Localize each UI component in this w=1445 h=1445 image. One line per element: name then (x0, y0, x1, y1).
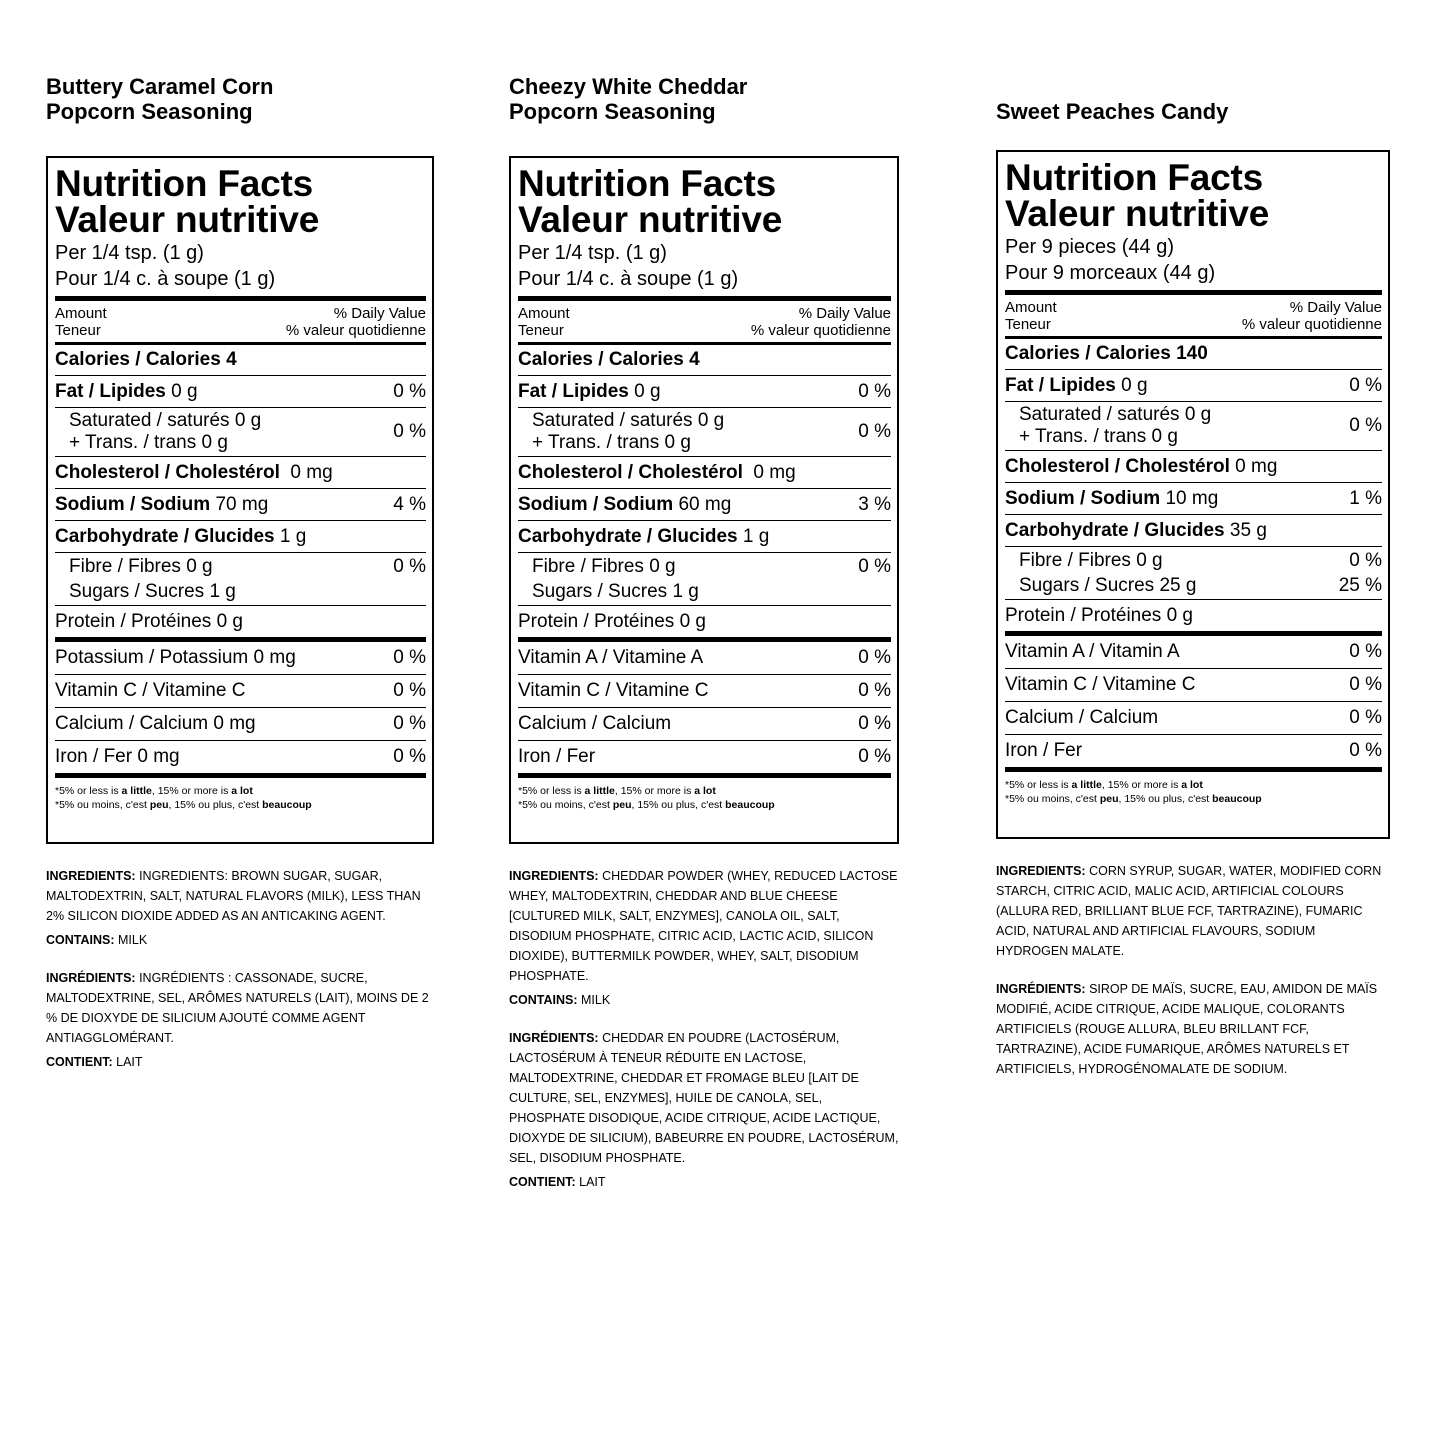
fat-label: Fat / Lipides (1005, 374, 1116, 396)
vitamin-label: Iron / Fer 0 mg (55, 746, 180, 767)
cholesterol-label: Cholesterol / Cholestérol (1005, 455, 1230, 477)
sodium-amount: 60 mg (673, 493, 732, 515)
footnote-en-text: , 15% or more is (151, 785, 232, 797)
nutrition-facts-en: Nutrition Facts (55, 163, 314, 204)
ingredients-en-text: CHEDDAR POWDER (WHEY, REDUCED LACTOSE WHEY, MALTODEXTRIN, CHEDDAR AND BLUE CHEESE [CULTURED MILK, SALT, ENZYMES], CANOLA OIL, SALT, DISODIUM PHOSPHATE, CITRIC ACID, LACTIC ACID, SILICON DIOXIDE), BUTTERMILK POWDER, WHEY, SALT, DISODIUM PHOSPHATE. (509, 869, 898, 983)
serving-size-en: Per 1/4 tsp. (1 g) (518, 242, 667, 264)
daily-value-fr: % valeur quotidienne (750, 322, 891, 339)
footnote-fr-bold: beaucoup (262, 799, 312, 811)
vitamin-row (1005, 735, 1382, 767)
contains-en (509, 990, 899, 1010)
calories-value: Calories / Calories 4 (518, 349, 700, 370)
daily-value-fr: % valeur quotidienne (285, 322, 426, 339)
fat-row (55, 376, 426, 407)
vitamin-row (518, 741, 891, 773)
sugars-line: Sugars / Sucres 25 g (1019, 574, 1197, 596)
product-title (509, 74, 899, 156)
amount-fr: Teneur (1005, 316, 1051, 333)
calories-row (1005, 339, 1382, 369)
vitamin-percent: 0 % (1349, 641, 1382, 662)
carbohydrate-row (518, 521, 891, 552)
amount-fr: Teneur (518, 322, 564, 339)
sugars-percent: 25 % (1338, 574, 1382, 596)
nutrition-facts-en: Nutrition Facts (1005, 157, 1264, 198)
vitamin-label: Iron / Fer (1005, 740, 1083, 761)
carbohydrate-label: Carbohydrate / Glucides (55, 525, 275, 547)
vitamin-percent: 0 % (858, 647, 891, 668)
fat-label: Fat / Lipides (518, 380, 629, 402)
daily-value-footnote (55, 778, 426, 812)
contains-fr-text: LAIT (575, 1175, 606, 1189)
daily-value-en: % Daily Value (333, 305, 426, 322)
protein-value: Protein / Protéines 0 g (55, 610, 243, 632)
carbohydrate-amount: 1 g (274, 525, 307, 547)
serving-size (55, 240, 426, 296)
vitamin-label: Potassium / Potassium 0 mg (55, 647, 296, 668)
footnote-fr-bold: peu (149, 799, 169, 811)
sugars-percent (393, 581, 426, 603)
carbohydrate-amount: 1 g (737, 525, 770, 547)
footnote-en-text: , 15% or more is (1101, 779, 1182, 791)
vitamin-row (1005, 636, 1382, 668)
footnote-en-text: *5% or less is (1005, 779, 1072, 791)
vitamin-label: Vitamin C / Vitamine C (518, 680, 709, 701)
product-title (46, 74, 434, 156)
footnote-fr-text: , 15% ou plus, c'est (168, 799, 263, 811)
sugars-line: Sugars / Sucres 1 g (69, 580, 236, 602)
sodium-percent: 4 % (393, 493, 426, 515)
footnote-fr-bold: beaucoup (1212, 793, 1262, 805)
ingredients-fr-text: INGRÉDIENTS : CASSONADE, SUCRE, MALTODEXTRINE, SEL, ARÔMES NATURELS (LAIT), MOINS DE 2 % DE DIOXYDE DE SILICIUM AJOUTÉ COMME AGENT ANTIAGGLOMÉRANT. (46, 971, 429, 1045)
carbohydrate-row (55, 521, 426, 552)
cholesterol-row (1005, 451, 1382, 482)
vitamin-label: Vitamin C / Vitamine C (55, 680, 246, 701)
ingredients-fr-text: CHEDDAR EN POUDRE (LACTOSÉRUM, LACTOSÉRUM À TENEUR RÉDUITE EN LACTOSE, MALTODEXTRINE, CHEDDAR ET FROMAGE BLEU [LAIT DE CULTURE, SEL, ENZYMES], HUILE DE CANOLA, SEL, PHOSPHATE DISODIQUE, ACIDE CITRIQUE, ACIDE LACTIQUE, DIOXYDE DE SILICIUM), BABEURRE EN POUDRE, LACTOSÉRUM, SEL, DISODIUM PHOSPHATE. (509, 1031, 899, 1165)
ingredients-fr-label: INGRÉDIENTS: (509, 1031, 599, 1045)
vitamin-percent: 0 % (858, 713, 891, 734)
fibre-percent: 0 % (393, 555, 426, 577)
footnote-fr-text: *5% ou moins, c'est (518, 799, 613, 811)
daily-value-footnote (518, 778, 891, 812)
ingredients-en-label: INGREDIENTS: (46, 869, 136, 883)
calories-value: Calories / Calories 4 (55, 349, 237, 370)
contains-en-text: MILK (577, 993, 611, 1007)
vitamin-percent: 0 % (1349, 674, 1382, 695)
fibre-sugars-row (55, 553, 426, 605)
daily-value-footnote (1005, 772, 1382, 806)
fat-amount: 0 g (1115, 374, 1148, 396)
nutrition-facts-fr: Valeur nutritive (1005, 193, 1270, 234)
fibre-percent: 0 % (858, 555, 891, 577)
contains-en (46, 930, 434, 950)
fat-percent: 0 % (1349, 374, 1382, 396)
product-title (996, 74, 1390, 150)
amount-en: Amount (55, 305, 107, 322)
footnote-fr-text: *5% ou moins, c'est (1005, 793, 1100, 805)
saturated-line: Saturated / saturés 0 g (1019, 404, 1212, 425)
saturated-trans-row (518, 408, 891, 456)
carbohydrate-amount: 35 g (1224, 519, 1267, 541)
ingredients-en (509, 866, 899, 986)
vitamin-row (55, 741, 426, 773)
fat-label: Fat / Lipides (55, 380, 166, 402)
ingredients-fr-label: INGRÉDIENTS: (46, 971, 136, 985)
protein-value: Protein / Protéines 0 g (518, 610, 706, 632)
daily-value-fr: % valeur quotidienne (1241, 316, 1382, 333)
carbohydrate-label: Carbohydrate / Glucides (1005, 519, 1225, 541)
footnote-en-text: , 15% or more is (614, 785, 695, 797)
fibre-percent: 0 % (1349, 549, 1382, 571)
fibre-line: Fibre / Fibres 0 g (532, 555, 676, 577)
footnote-fr-text: , 15% ou plus, c'est (631, 799, 726, 811)
vitamin-row (518, 642, 891, 674)
ingredients-fr-label: INGRÉDIENTS: (996, 982, 1086, 996)
serving-size (518, 240, 891, 296)
vitamin-list (518, 642, 891, 773)
vitamin-percent: 0 % (393, 680, 426, 701)
sodium-row (518, 489, 891, 520)
contains-en-label: CONTAINS: (509, 993, 578, 1007)
amount-header (1005, 295, 1382, 336)
contains-en-label: CONTAINS: (46, 933, 115, 947)
product-column-cheezy-cheddar (509, 74, 899, 1196)
nutrition-facts-fr: Valeur nutritive (518, 199, 783, 240)
trans-line: + Trans. / trans 0 g (532, 432, 691, 453)
fat-percent: 0 % (858, 380, 891, 402)
product-column-buttery-caramel (46, 74, 434, 1076)
sodium-percent: 1 % (1349, 487, 1382, 509)
vitamin-row (1005, 669, 1382, 701)
vitamin-percent: 0 % (1349, 740, 1382, 761)
nutrition-facts-panel (46, 156, 434, 844)
ingredients-fr (46, 968, 434, 1048)
footnote-en-text: *5% or less is (55, 785, 122, 797)
vitamin-percent: 0 % (858, 680, 891, 701)
protein-value: Protein / Protéines 0 g (1005, 604, 1193, 626)
vitamin-row (55, 675, 426, 707)
trans-line: + Trans. / trans 0 g (69, 432, 228, 453)
nutrition-facts-panel (996, 150, 1390, 839)
serving-size-fr: Pour 1/4 c. à soupe (1 g) (55, 268, 276, 290)
saturated-trans-row (1005, 402, 1382, 450)
cholesterol-amount: 0 mg (1229, 455, 1278, 477)
cholesterol-row (55, 457, 426, 488)
calories-value: Calories / Calories 140 (1005, 343, 1208, 364)
amount-en: Amount (518, 305, 570, 322)
amount-fr: Teneur (55, 322, 101, 339)
footnote-en-text: *5% or less is (518, 785, 585, 797)
product-title-line2: Popcorn Seasoning (46, 99, 253, 124)
footnote-en-bold: a little (1071, 779, 1102, 791)
ingredients-fr-text: SIROP DE MAÏS, SUCRE, EAU, AMIDON DE MAÏS MODIFIÉ, ACIDE CITRIQUE, ACIDE MALIQUE, COLORANTS ARTIFICIELS (ROUGE ALLURA, BLEU BRILLANT FCF, TARTRAZINE), ACIDE FUMARIQUE, ARÔMES NATURELS ET ARTIFICIELS, HYDROGÉNOMALATE DE SODIUM. (996, 982, 1378, 1076)
vitamin-row (55, 642, 426, 674)
ingredients-block (996, 861, 1390, 1079)
saturated-percent: 0 % (393, 421, 426, 442)
carbohydrate-row (1005, 515, 1382, 546)
vitamin-list (1005, 636, 1382, 767)
fibre-sugars-row (1005, 547, 1382, 599)
contains-fr-label: CONTIENT: (46, 1055, 113, 1069)
saturated-percent: 0 % (1349, 415, 1382, 436)
nutrition-facts-panel (509, 156, 899, 844)
ingredients-en-text: INGREDIENTS: BROWN SUGAR, SUGAR, MALTODEXTRIN, SALT, NATURAL FLAVORS (MILK), LESS THAN 2% SILICON DIOXIDE ADDED AS AN ANTICAKING AGENT. (46, 869, 421, 923)
amount-header (518, 301, 891, 342)
protein-row (1005, 600, 1382, 631)
fat-row (518, 376, 891, 407)
footnote-en-bold: a lot (231, 785, 253, 797)
fat-amount: 0 g (165, 380, 198, 402)
product-column-sweet-peaches (996, 74, 1390, 1083)
vitamin-percent: 0 % (393, 746, 426, 767)
contains-fr-label: CONTIENT: (509, 1175, 576, 1189)
product-title-line1: Sweet Peaches Candy (996, 99, 1229, 124)
footnote-en-bold: a little (584, 785, 615, 797)
nutrition-facts-fr: Valeur nutritive (55, 199, 320, 240)
calories-row (55, 345, 426, 375)
footnote-en-bold: a lot (1181, 779, 1203, 791)
vitamin-row (1005, 702, 1382, 734)
contains-fr (509, 1172, 899, 1192)
fat-percent: 0 % (393, 380, 426, 402)
footnote-fr-bold: beaucoup (725, 799, 775, 811)
product-title-line2: Popcorn Seasoning (509, 99, 716, 124)
serving-size-fr: Pour 1/4 c. à soupe (1 g) (518, 268, 739, 290)
vitamin-label: Vitamin A / Vitamine A (518, 647, 704, 668)
cholesterol-amount: 0 mg (742, 461, 796, 483)
vitamin-row (518, 675, 891, 707)
nutrition-facts-en: Nutrition Facts (518, 163, 777, 204)
amount-header (55, 301, 426, 342)
contains-fr-text: LAIT (112, 1055, 143, 1069)
product-title-line1: Buttery Caramel Corn (46, 74, 274, 99)
sodium-row (55, 489, 426, 520)
ingredients-block (46, 866, 434, 1072)
vitamin-label: Vitamin C / Vitamine C (1005, 674, 1196, 695)
calories-row (518, 345, 891, 375)
vitamin-label: Calcium / Calcium 0 mg (55, 713, 256, 734)
serving-size-en: Per 9 pieces (44 g) (1005, 236, 1174, 258)
sodium-amount: 10 mg (1160, 487, 1219, 509)
footnote-en-bold: a little (121, 785, 152, 797)
product-title-line1: Cheezy White Cheddar (509, 74, 748, 99)
trans-line: + Trans. / trans 0 g (1019, 426, 1178, 447)
cholesterol-label: Cholesterol / Cholestérol (55, 461, 280, 483)
protein-row (55, 606, 426, 637)
carbohydrate-label: Carbohydrate / Glucides (518, 525, 738, 547)
vitamin-list (55, 642, 426, 773)
daily-value-en: % Daily Value (798, 305, 891, 322)
ingredients-en-label: INGREDIENTS: (996, 864, 1086, 878)
serving-size-fr: Pour 9 morceaux (44 g) (1005, 262, 1216, 284)
footnote-en-bold: a lot (694, 785, 716, 797)
ingredients-en (996, 861, 1390, 961)
footnote-fr-bold: peu (612, 799, 632, 811)
vitamin-percent: 0 % (393, 713, 426, 734)
vitamin-percent: 0 % (1349, 707, 1382, 728)
ingredients-en (46, 866, 434, 926)
fibre-sugars-row (518, 553, 891, 605)
nutrition-facts-heading (518, 163, 891, 240)
sodium-label: Sodium / Sodium (1005, 487, 1161, 509)
amount-en: Amount (1005, 299, 1057, 316)
sugars-percent (858, 581, 891, 603)
sodium-label: Sodium / Sodium (518, 493, 674, 515)
fibre-line: Fibre / Fibres 0 g (1019, 549, 1163, 571)
vitamin-percent: 0 % (858, 746, 891, 767)
ingredients-fr (996, 979, 1390, 1079)
ingredients-en-text: CORN SYRUP, SUGAR, WATER, MODIFIED CORN STARCH, CITRIC ACID, MALIC ACID, ARTIFICIAL COLOURS (ALLURA RED, BRILLIANT BLUE FCF, TARTRAZINE), FUMARIC ACID, NATURAL AND ARTIFICIAL FLAVOURS, SODIUM HYDROGEN MALATE. (996, 864, 1382, 958)
protein-row (518, 606, 891, 637)
fibre-line: Fibre / Fibres 0 g (69, 555, 213, 577)
ingredients-en-label: INGREDIENTS: (509, 869, 599, 883)
sodium-percent: 3 % (858, 493, 891, 515)
cholesterol-amount: 0 mg (279, 461, 333, 483)
ingredients-block (509, 866, 899, 1192)
saturated-percent: 0 % (858, 421, 891, 442)
vitamin-label: Vitamin A / Vitamin A (1005, 641, 1180, 662)
fat-amount: 0 g (628, 380, 661, 402)
sodium-row (1005, 483, 1382, 514)
cholesterol-label: Cholesterol / Cholestérol (518, 461, 743, 483)
fat-row (1005, 370, 1382, 401)
saturated-line: Saturated / saturés 0 g (532, 410, 725, 431)
footnote-fr-text: *5% ou moins, c'est (55, 799, 150, 811)
contains-fr (46, 1052, 434, 1072)
sodium-amount: 70 mg (210, 493, 269, 515)
ingredients-fr (509, 1028, 899, 1168)
serving-size-en: Per 1/4 tsp. (1 g) (55, 242, 204, 264)
vitamin-label: Iron / Fer (518, 746, 596, 767)
saturated-trans-row (55, 408, 426, 456)
sugars-line: Sugars / Sucres 1 g (532, 580, 699, 602)
daily-value-en: % Daily Value (1289, 299, 1382, 316)
serving-size (1005, 234, 1382, 290)
vitamin-percent: 0 % (393, 647, 426, 668)
footnote-fr-text: , 15% ou plus, c'est (1118, 793, 1213, 805)
cholesterol-row (518, 457, 891, 488)
vitamin-row (518, 708, 891, 740)
vitamin-label: Calcium / Calcium (518, 713, 672, 734)
vitamin-label: Calcium / Calcium (1005, 707, 1159, 728)
saturated-line: Saturated / saturés 0 g (69, 410, 262, 431)
vitamin-row (55, 708, 426, 740)
footnote-fr-bold: peu (1099, 793, 1119, 805)
nutrition-facts-heading (55, 163, 426, 240)
contains-en-text: MILK (114, 933, 148, 947)
sodium-label: Sodium / Sodium (55, 493, 211, 515)
nutrition-facts-heading (1005, 157, 1382, 234)
